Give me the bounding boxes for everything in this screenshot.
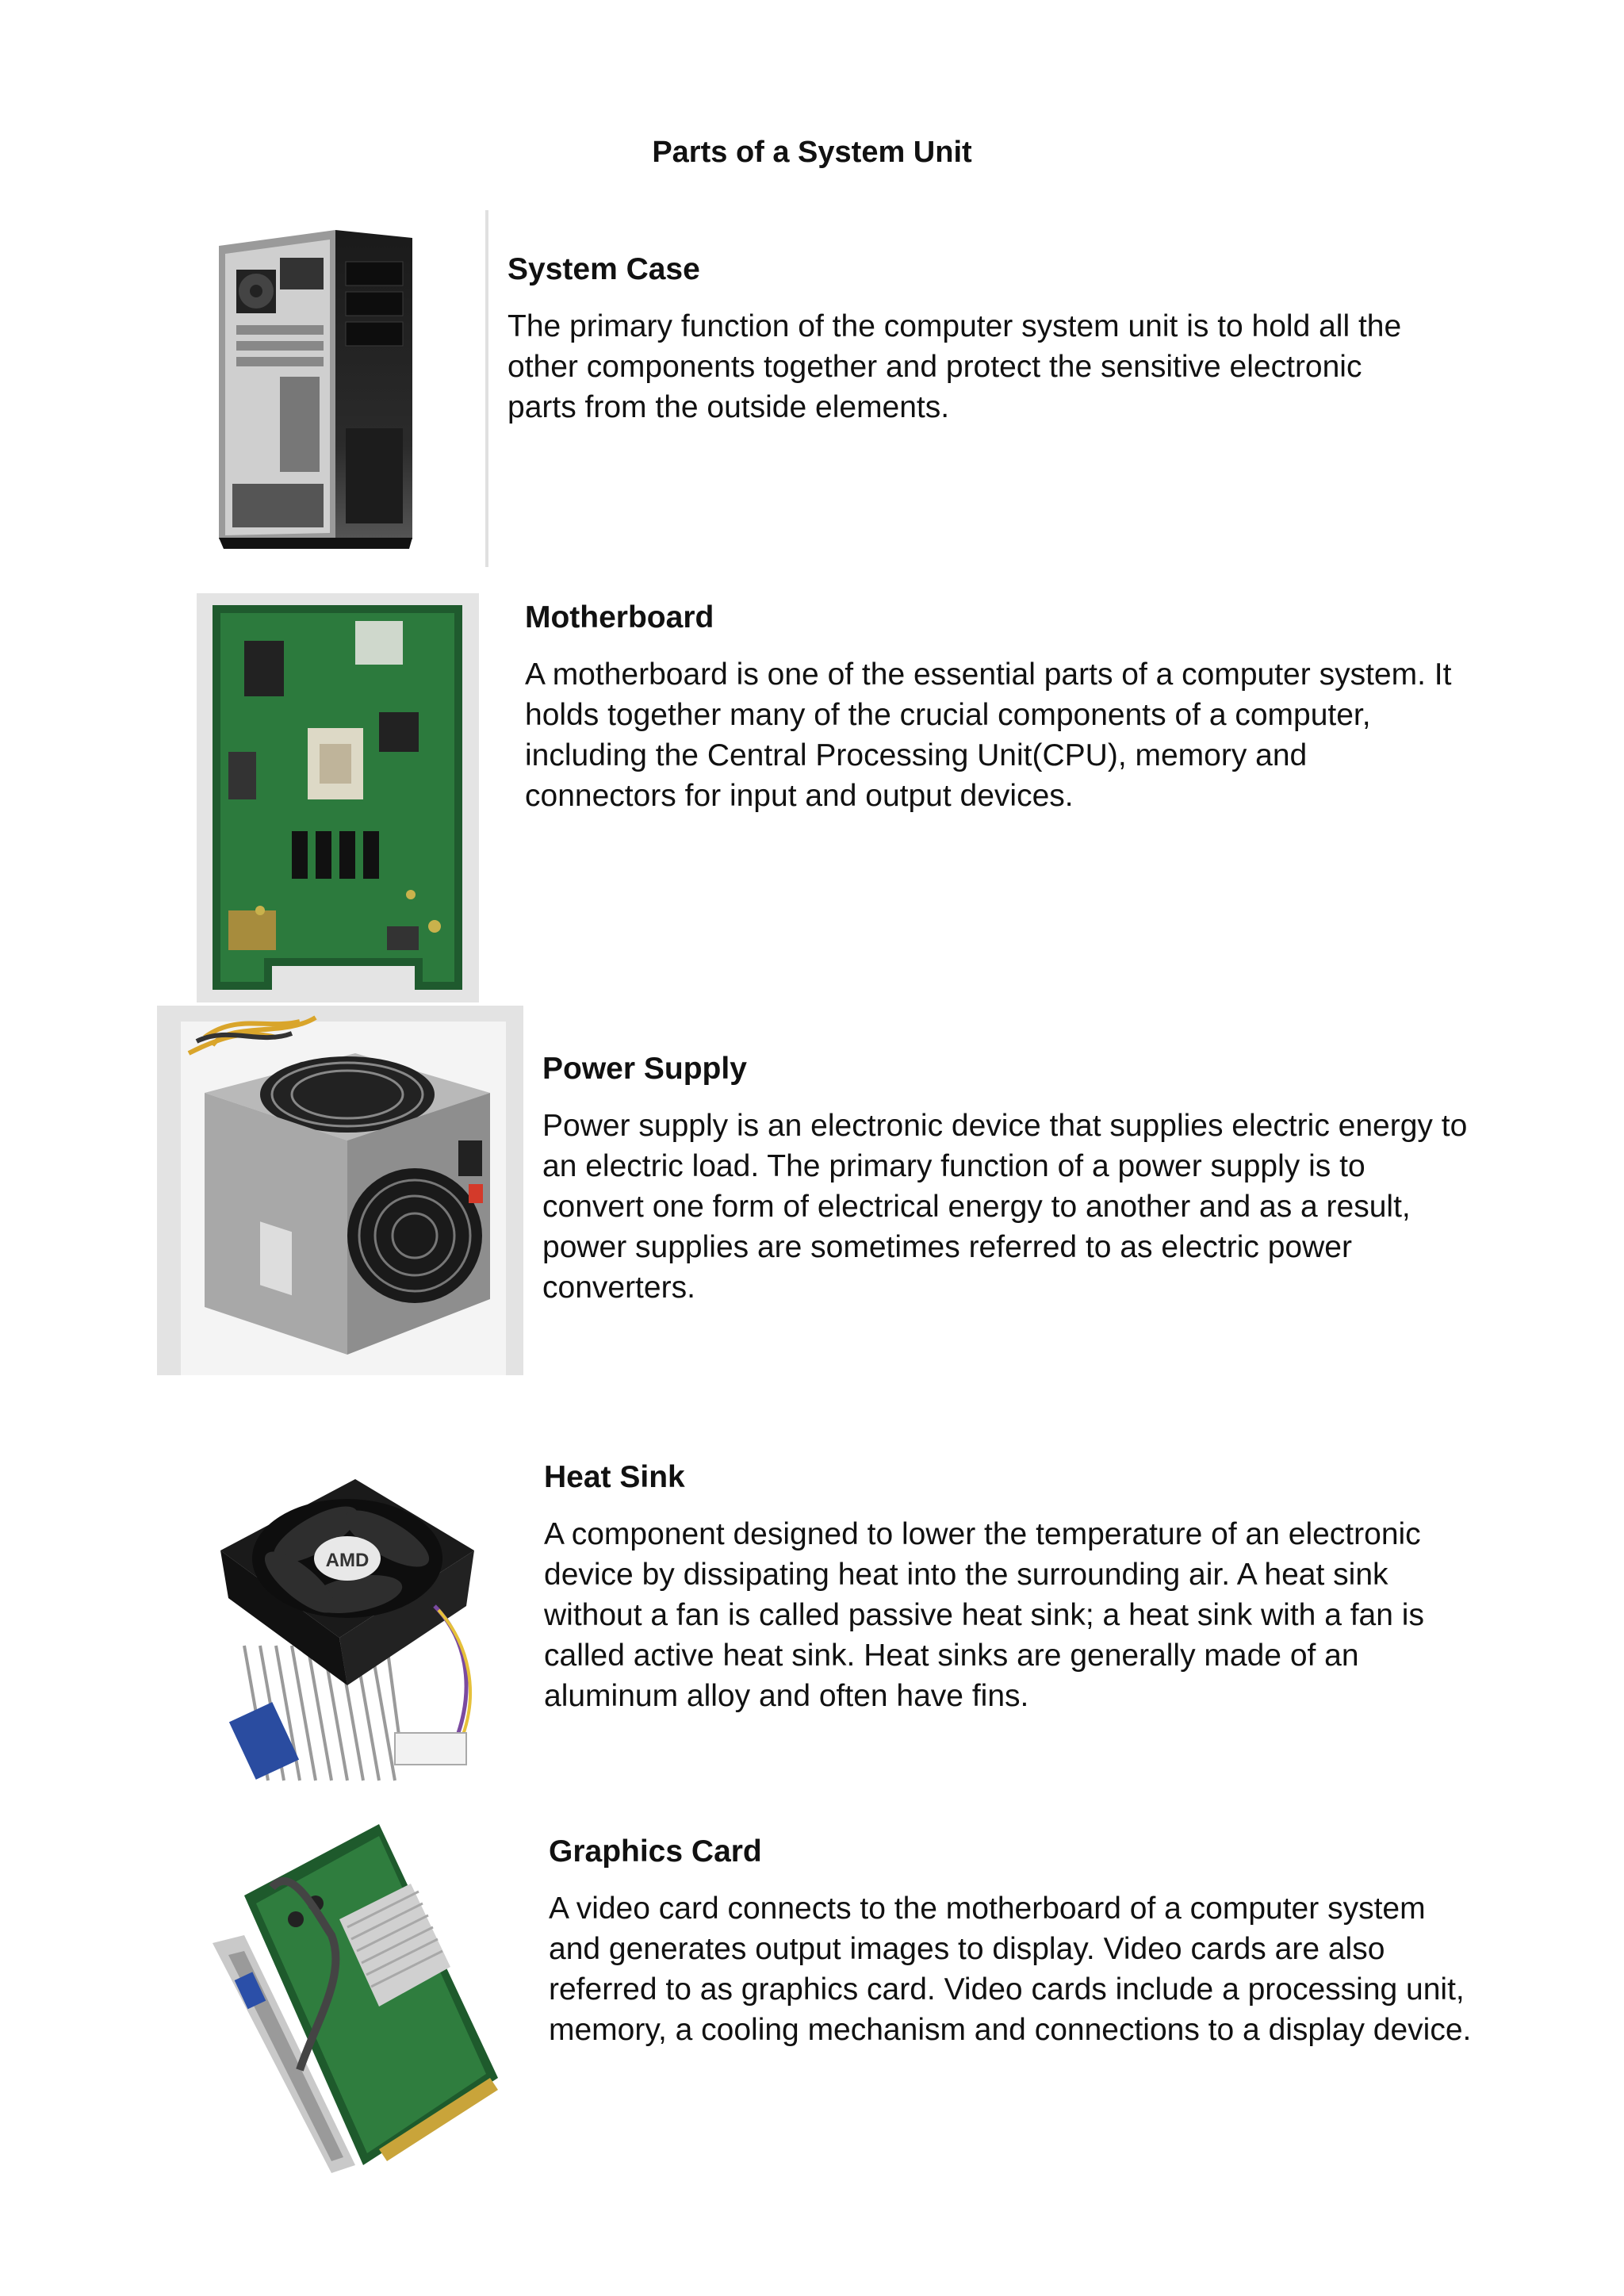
section-heading: Motherboard (525, 600, 714, 634)
section-heading: System Case (508, 252, 700, 286)
section-body: A video card connects to the motherboard of a computer system and generates output images to display. Video cards are also referred to as graphics card. Video cards include a processing unit, memory, a cooling mechanism and connections to a display device. (549, 1892, 1472, 2047)
heat-sink-image (197, 1447, 514, 1804)
motherboard-image (197, 593, 479, 1002)
section-heading: Graphics Card (549, 1834, 762, 1869)
graphics-card-image (197, 1816, 514, 2181)
section-power-supply (542, 1050, 1470, 1308)
section-heading: Power Supply (542, 1052, 747, 1086)
divider-line (485, 210, 488, 567)
section-body: Power supply is an electronic device that supplies electric energy to an electric load. The primary function of a power supply is to convert one form of electrical energy to another and as a result, power supplies are sometimes referred to as electric power converters. (542, 1109, 1468, 1305)
section-heading: Heat Sink (544, 1460, 685, 1494)
section-body: A component designed to lower the temperature of an electronic device by dissipating heat into the surrounding air. A heat sink without a fan is called passive heat sink; a heat sink with a fan is called active heat sink. Heat sinks are generally made of an aluminum alloy and often have fins. (544, 1517, 1424, 1713)
svg-text:AMD: AMD (325, 1550, 370, 1571)
section-body: A motherboard is one of the essential parts of a computer system. It holds together many of the crucial components of a computer, including the Central Processing Unit(CPU), memory and connectors for input and output devices. (525, 657, 1452, 813)
section-motherboard (525, 599, 1453, 816)
section-heat-sink (544, 1458, 1472, 1716)
section-system-case (508, 251, 1435, 427)
section-body: The primary function of the computer system unit is to hold all the other components together and protect the sensitive electronic parts from the outside elements. (508, 309, 1402, 424)
system-case-image (205, 222, 419, 555)
power-supply-image (157, 1006, 523, 1375)
section-graphics-card (549, 1833, 1477, 2050)
page-title: Parts of a System Unit (652, 136, 972, 169)
